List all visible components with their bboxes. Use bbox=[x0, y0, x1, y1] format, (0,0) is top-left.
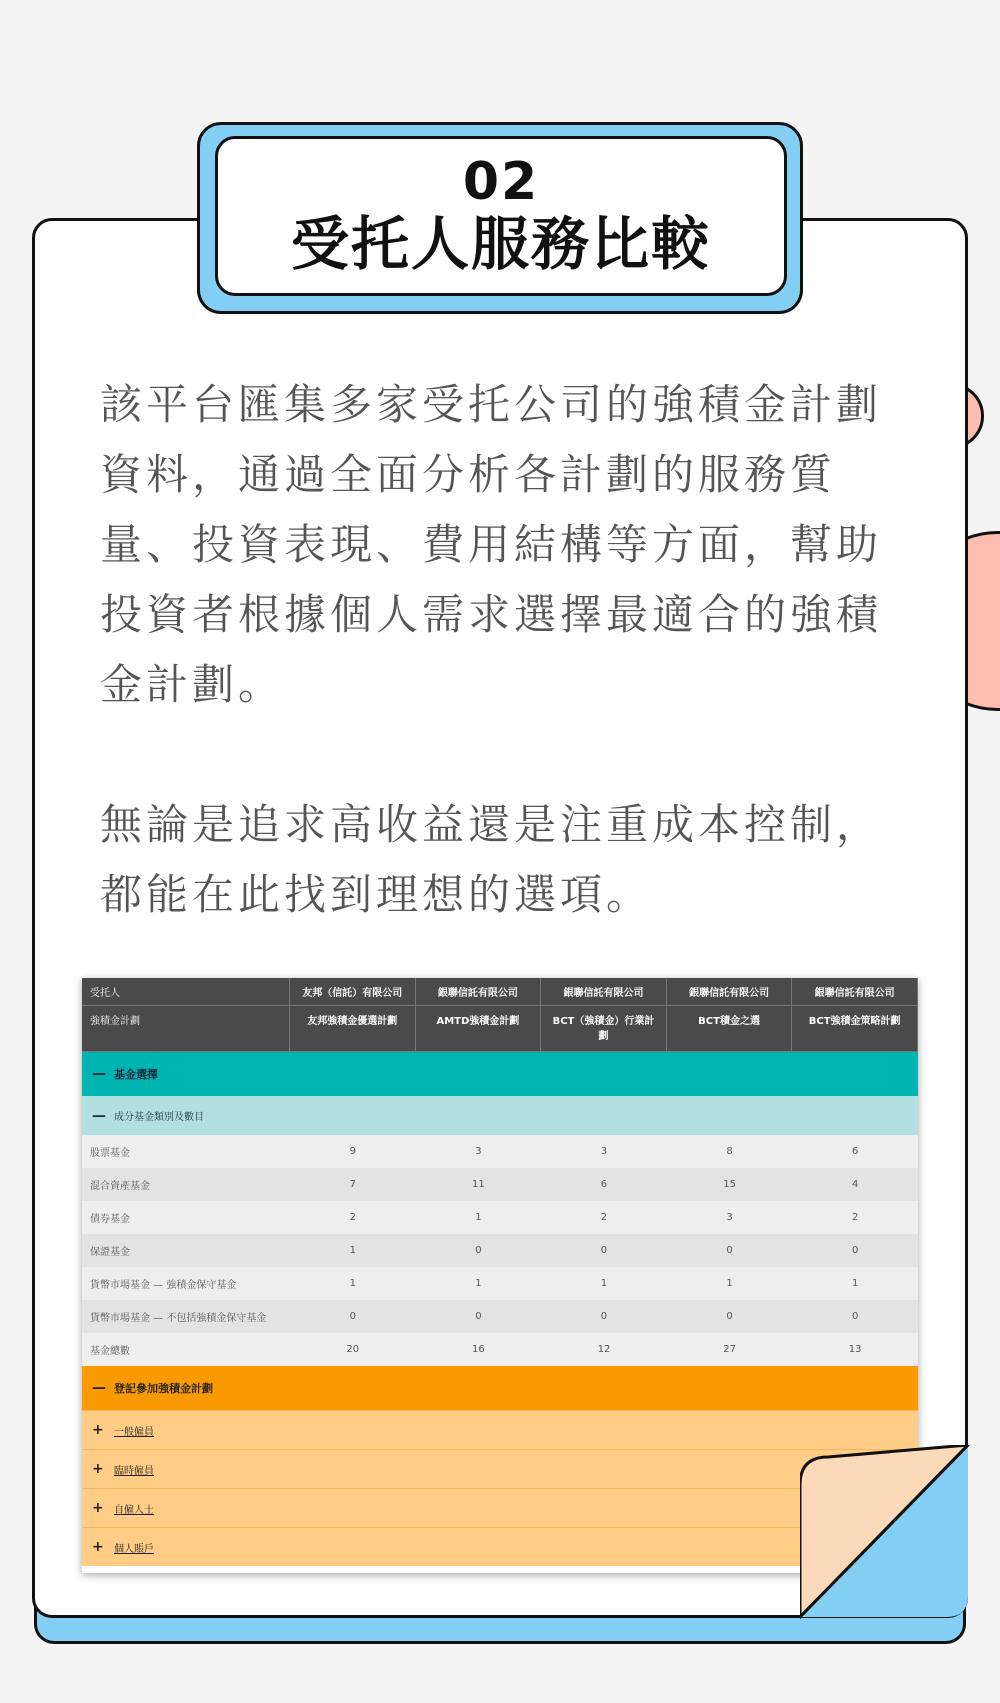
cell: 20 bbox=[346, 1344, 360, 1355]
expand-icon: + bbox=[92, 1461, 104, 1477]
cell: 0 bbox=[726, 1245, 733, 1256]
cell: 13 bbox=[848, 1344, 862, 1355]
header-row-trustee bbox=[82, 978, 918, 1006]
row-label: 貨幣市場基金 — 不包括強積金保守基金 bbox=[90, 1313, 267, 1324]
cell: 0 bbox=[851, 1311, 859, 1322]
expand-icon: + bbox=[92, 1500, 104, 1516]
register-item-self-employed[interactable] bbox=[82, 1488, 918, 1527]
section-fund-choice-toggle[interactable] bbox=[82, 1052, 918, 1096]
cell: 0 bbox=[475, 1245, 482, 1256]
cell: 4 bbox=[851, 1179, 859, 1190]
subsection-fund-types-toggle[interactable] bbox=[82, 1096, 918, 1135]
register-item-link[interactable]: 一般僱員 bbox=[114, 1426, 154, 1438]
cell: 0 bbox=[726, 1311, 733, 1322]
row-label: 股票基金 bbox=[90, 1148, 130, 1159]
cell: 16 bbox=[472, 1344, 485, 1355]
header-cell: BCT強積金策略計劃 bbox=[792, 1006, 918, 1052]
row-label: 債券基金 bbox=[90, 1214, 130, 1225]
cell: 1 bbox=[851, 1278, 859, 1289]
register-item-casual[interactable] bbox=[82, 1449, 918, 1488]
cell: 0 bbox=[475, 1311, 482, 1322]
cell: 15 bbox=[723, 1179, 736, 1190]
table-row bbox=[82, 1135, 918, 1168]
register-item-link[interactable]: 個人賬戶 bbox=[114, 1543, 154, 1555]
header-cell: BCT積金之選 bbox=[667, 1006, 793, 1052]
section-label: 登記參加強積金計劃 bbox=[114, 1382, 213, 1395]
cell: 1 bbox=[349, 1278, 356, 1289]
title-tab bbox=[215, 136, 787, 296]
header-label: 受托人 bbox=[82, 978, 290, 1006]
register-item-employee[interactable] bbox=[82, 1410, 918, 1449]
section-number: 02 bbox=[462, 152, 540, 212]
section-title: 受托人服務比較 bbox=[290, 210, 711, 278]
row-label: 基金總數 bbox=[90, 1346, 130, 1357]
cell: 3 bbox=[475, 1146, 482, 1157]
cell: 6 bbox=[851, 1146, 859, 1157]
intro-paragraph: 該平台匯集多家受托公司的強積金計劃資料，通過全面分析各計劃的服務質量、投資表現、費用結構等方面，幫助投資者根據個人需求選擇最適合的強積金計劃。 bbox=[100, 380, 883, 709]
collapse-icon: — bbox=[92, 1066, 106, 1082]
expand-icon: + bbox=[92, 1539, 104, 1555]
cell: 2 bbox=[600, 1212, 608, 1223]
row-label: 保證基金 bbox=[90, 1247, 130, 1258]
header-cell: 銀聯信託有限公司 bbox=[792, 978, 918, 1006]
table-row-total bbox=[82, 1333, 918, 1366]
cell: 6 bbox=[600, 1179, 608, 1190]
header-cell: BCT（強積金）行業計劃 bbox=[541, 1006, 667, 1052]
table-row bbox=[82, 1201, 918, 1234]
cell: 1 bbox=[726, 1278, 733, 1289]
row-label: 混合資產基金 bbox=[90, 1181, 150, 1192]
page-fold-corner bbox=[800, 1445, 970, 1620]
collapse-icon: — bbox=[92, 1380, 106, 1396]
cell: 1 bbox=[600, 1278, 608, 1289]
register-item-link[interactable]: 自僱人士 bbox=[114, 1504, 154, 1516]
header-cell: 銀聯信託有限公司 bbox=[667, 978, 793, 1006]
cell: 8 bbox=[726, 1146, 733, 1157]
expand-icon: + bbox=[92, 1422, 104, 1438]
cell: 11 bbox=[472, 1179, 485, 1190]
cell: 0 bbox=[600, 1245, 608, 1256]
section-registration-toggle[interactable] bbox=[82, 1366, 918, 1410]
register-item-link[interactable]: 臨時僱員 bbox=[114, 1465, 154, 1477]
section-label: 基金選擇 bbox=[114, 1068, 158, 1081]
table-header bbox=[82, 978, 918, 1052]
row-label: 貨幣市場基金 — 強積金保守基金 bbox=[90, 1280, 237, 1291]
header-cell: 銀聯信託有限公司 bbox=[541, 978, 667, 1006]
cell: 9 bbox=[349, 1146, 356, 1157]
header-label: 強積金計劃 bbox=[82, 1006, 290, 1052]
table-row bbox=[82, 1267, 918, 1300]
cell: 3 bbox=[600, 1146, 608, 1157]
subsection-label: 成分基金類別及數目 bbox=[114, 1112, 204, 1123]
cell: 2 bbox=[851, 1212, 859, 1223]
cell: 12 bbox=[597, 1344, 611, 1355]
collapse-icon: — bbox=[92, 1107, 106, 1124]
cell: 3 bbox=[726, 1212, 733, 1223]
cell: 0 bbox=[851, 1245, 859, 1256]
cell: 0 bbox=[349, 1311, 356, 1322]
cell: 7 bbox=[349, 1179, 356, 1190]
cell: 27 bbox=[723, 1344, 736, 1355]
header-cell: AMTD強積金計劃 bbox=[416, 1006, 542, 1052]
cell: 1 bbox=[475, 1278, 482, 1289]
table-row bbox=[82, 1168, 918, 1201]
cell: 1 bbox=[349, 1245, 356, 1256]
table-row bbox=[82, 1300, 918, 1333]
header-cell: 友邦強積金優選計劃 bbox=[290, 1006, 416, 1052]
summary-paragraph: 無論是追求高收益還是注重成本控制，都能在此找到理想的選項。 bbox=[100, 800, 883, 919]
register-item-personal-account[interactable] bbox=[82, 1527, 918, 1566]
cell: 1 bbox=[475, 1212, 482, 1223]
cell: 0 bbox=[600, 1311, 608, 1322]
header-cell: 銀聯信託有限公司 bbox=[416, 978, 542, 1006]
cell: 2 bbox=[349, 1212, 356, 1223]
comparison-table bbox=[82, 978, 918, 1573]
header-cell: 友邦（信託）有限公司 bbox=[290, 978, 416, 1006]
header-row-scheme bbox=[82, 1006, 918, 1052]
table-row bbox=[82, 1234, 918, 1267]
